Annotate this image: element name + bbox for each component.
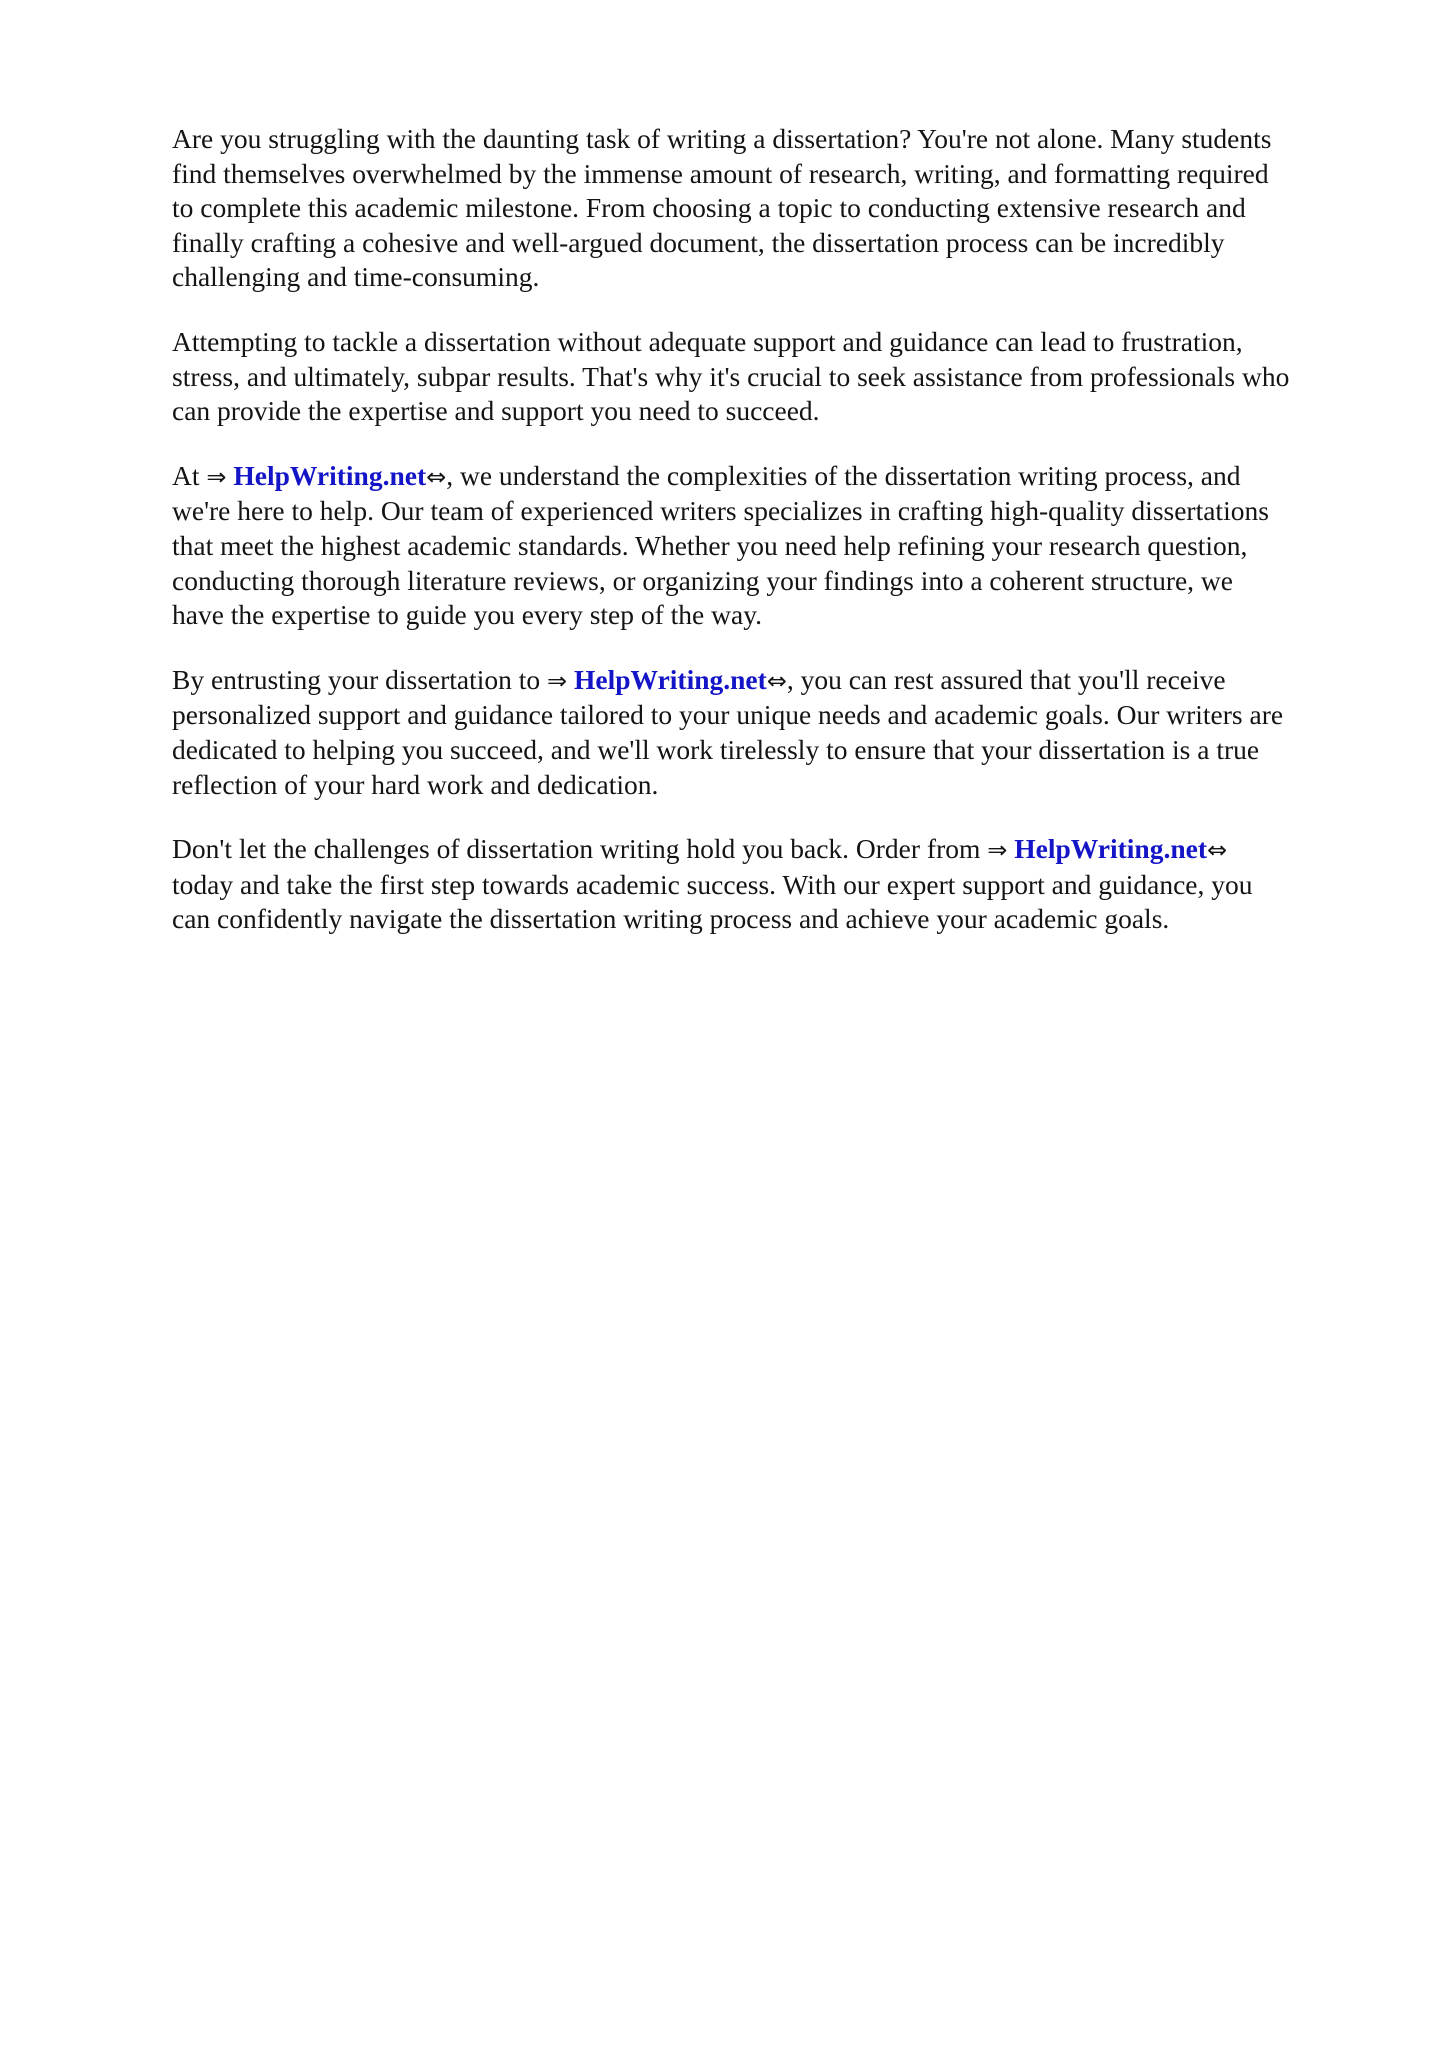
arrow-both-icon: ⇔ bbox=[426, 462, 447, 491]
paragraph-about bbox=[172, 459, 1372, 633]
arrow-both-icon: ⇔ bbox=[766, 666, 787, 695]
paragraph-intro bbox=[172, 122, 1372, 295]
text-line: to complete this academic milestone. From choosing a topic to conducting extensive research and bbox=[172, 192, 1246, 224]
paragraph-cta bbox=[172, 832, 1372, 937]
arrow-both-icon: ⇔ bbox=[1207, 836, 1228, 865]
text-line: can provide the expertise and support you need to succeed. bbox=[172, 395, 820, 427]
helpwriting-link[interactable]: HelpWriting.net bbox=[1014, 833, 1207, 865]
text-line: that meet the highest academic standards. Whether you need help refining your research question, bbox=[172, 529, 1248, 561]
text-segment: At bbox=[172, 459, 207, 491]
text-segment: , you can rest assured that you'll receive bbox=[786, 663, 1226, 695]
text-line bbox=[172, 663, 1372, 699]
document-page bbox=[172, 122, 1372, 967]
paragraph-support bbox=[172, 325, 1372, 429]
text-line: Are you struggling with the daunting task of writing a dissertation? You're not alone. Many students bbox=[172, 123, 1272, 154]
text-line: conducting thorough literature reviews, or organizing your findings into a coherent structure, we bbox=[172, 564, 1233, 596]
text-line: today and take the first step towards academic success. With our expert support and guidance, you bbox=[172, 868, 1253, 900]
text-segment: By entrusting your dissertation to bbox=[172, 663, 548, 695]
arrow-right-icon: ⇒ bbox=[206, 462, 227, 491]
text-line bbox=[172, 832, 1372, 868]
text-line: reflection of your hard work and dedication. bbox=[172, 768, 659, 800]
text-line: find themselves overwhelmed by the immense amount of research, writing, and formatting required bbox=[172, 157, 1269, 189]
text-line: Attempting to tackle a dissertation without adequate support and guidance can lead to frustration, bbox=[172, 325, 1243, 357]
text-segment: , we understand the complexities of the dissertation writing process, and bbox=[446, 459, 1241, 491]
text-line: have the expertise to guide you every step of the way. bbox=[172, 599, 763, 631]
helpwriting-link[interactable]: HelpWriting.net bbox=[233, 459, 427, 491]
text-line bbox=[172, 459, 1372, 495]
helpwriting-link[interactable]: HelpWriting.net bbox=[574, 663, 767, 695]
arrow-right-icon: ⇒ bbox=[987, 836, 1008, 865]
text-line: can confidently navigate the dissertation writing process and achieve your academic goals. bbox=[172, 903, 1170, 935]
text-line: finally crafting a cohesive and well-argued document, the dissertation process can be incredibly bbox=[172, 226, 1225, 258]
paragraph-entrust bbox=[172, 663, 1372, 802]
text-line: challenging and time-consuming. bbox=[172, 261, 540, 293]
text-line: stress, and ultimately, subpar results. That's why it's crucial to seek assistance from professionals who bbox=[172, 360, 1290, 392]
text-line: we're here to help. Our team of experienced writers specializes in crafting high-quality dissertations bbox=[172, 495, 1269, 527]
arrow-right-icon: ⇒ bbox=[547, 666, 568, 695]
text-line: personalized support and guidance tailored to your unique needs and academic goals. Our writers are bbox=[172, 699, 1284, 731]
text-line: dedicated to helping you succeed, and we'll work tirelessly to ensure that your dissertation is a true bbox=[172, 733, 1260, 765]
text-segment: Don't let the challenges of dissertation writing hold you back. Order from bbox=[172, 833, 988, 865]
